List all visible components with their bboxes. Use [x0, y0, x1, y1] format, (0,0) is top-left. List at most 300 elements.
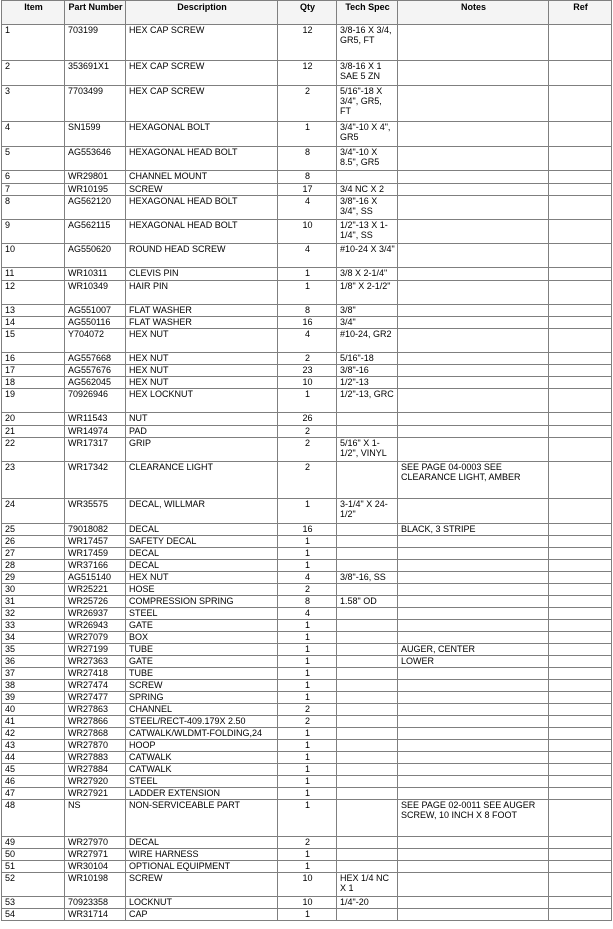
qty-cell: 8 [278, 305, 337, 317]
description-cell: HEX CAP SCREW [126, 25, 278, 61]
description-cell: NON-SERVICEABLE PART [126, 800, 278, 837]
qty-cell: 1 [278, 692, 337, 704]
part-number-cell: WR25221 [65, 584, 126, 596]
description-cell: DECAL [126, 837, 278, 849]
notes-cell: SEE PAGE 02-0011 SEE AUGER SCREW, 10 INCH X 8 FOOT [398, 800, 549, 837]
ref-cell [549, 740, 612, 752]
item-cell: 21 [2, 426, 65, 438]
qty-cell: 16 [278, 524, 337, 536]
qty-cell: 4 [278, 196, 337, 220]
item-cell: 53 [2, 897, 65, 909]
ref-cell [549, 897, 612, 909]
notes-cell [398, 171, 549, 184]
item-cell: 49 [2, 837, 65, 849]
description-cell: HEX CAP SCREW [126, 61, 278, 86]
item-cell: 47 [2, 788, 65, 800]
item-cell: 46 [2, 776, 65, 788]
ref-cell [549, 171, 612, 184]
item-cell: 39 [2, 692, 65, 704]
table-row [2, 329, 612, 353]
qty-cell: 8 [278, 171, 337, 184]
tech-spec-cell [337, 632, 398, 644]
tech-spec-cell [337, 704, 398, 716]
qty-cell: 1 [278, 740, 337, 752]
item-cell: 38 [2, 680, 65, 692]
ref-cell [549, 377, 612, 389]
item-cell: 35 [2, 644, 65, 656]
qty-cell: 2 [278, 353, 337, 365]
tech-spec-cell: #10-24, GR2 [337, 329, 398, 353]
table-row [2, 305, 612, 317]
item-cell: 30 [2, 584, 65, 596]
ref-cell [549, 716, 612, 728]
qty-cell: 1 [278, 680, 337, 692]
qty-cell: 1 [278, 499, 337, 524]
tech-spec-cell [337, 764, 398, 776]
notes-cell [398, 596, 549, 608]
description-cell: HEXAGONAL HEAD BOLT [126, 196, 278, 220]
ref-cell [549, 692, 612, 704]
ref-cell [549, 389, 612, 413]
part-number-cell: 7703499 [65, 86, 126, 122]
table-row [2, 668, 612, 680]
table-row [2, 536, 612, 548]
description-cell: TUBE [126, 644, 278, 656]
ref-cell [549, 147, 612, 171]
notes-cell [398, 764, 549, 776]
ref-cell [549, 608, 612, 620]
part-number-cell: WR27863 [65, 704, 126, 716]
qty-cell: 2 [278, 426, 337, 438]
qty-cell: 1 [278, 268, 337, 281]
notes-cell [398, 704, 549, 716]
qty-cell: 1 [278, 788, 337, 800]
description-cell: LADDER EXTENSION [126, 788, 278, 800]
item-cell: 45 [2, 764, 65, 776]
tech-spec-cell [337, 680, 398, 692]
item-cell: 54 [2, 909, 65, 921]
part-number-cell: 703199 [65, 25, 126, 61]
notes-cell [398, 572, 549, 584]
table-row [2, 764, 612, 776]
table-row [2, 61, 612, 86]
tech-spec-cell [337, 849, 398, 861]
tech-spec-cell: 3/4"-10 X 4", GR5 [337, 122, 398, 147]
ref-cell [549, 426, 612, 438]
qty-cell: 4 [278, 572, 337, 584]
tech-spec-cell [337, 584, 398, 596]
qty-cell: 2 [278, 837, 337, 849]
table-row [2, 692, 612, 704]
table-row [2, 499, 612, 524]
ref-cell [549, 499, 612, 524]
ref-cell [549, 909, 612, 921]
table-row [2, 608, 612, 620]
item-cell: 18 [2, 377, 65, 389]
part-number-cell: AG562115 [65, 220, 126, 244]
notes-cell [398, 122, 549, 147]
qty-cell: 2 [278, 438, 337, 462]
table-row [2, 596, 612, 608]
part-number-cell: AG557676 [65, 365, 126, 377]
tech-spec-cell: 5/16"-18 X 3/4", GR5, FT [337, 86, 398, 122]
notes-cell [398, 740, 549, 752]
part-number-cell: AG562120 [65, 196, 126, 220]
description-cell: GATE [126, 620, 278, 632]
ref-cell [549, 196, 612, 220]
tech-spec-cell [337, 668, 398, 680]
item-cell: 19 [2, 389, 65, 413]
tech-spec-cell [337, 861, 398, 873]
part-number-cell: WR27477 [65, 692, 126, 704]
item-cell: 16 [2, 353, 65, 365]
part-number-cell: 353691X1 [65, 61, 126, 86]
part-number-cell: WR35575 [65, 499, 126, 524]
part-number-cell: WR17457 [65, 536, 126, 548]
column-header-ref: Ref [549, 1, 612, 25]
table-row [2, 632, 612, 644]
notes-cell [398, 680, 549, 692]
description-cell: PAD [126, 426, 278, 438]
description-cell: FLAT WASHER [126, 317, 278, 329]
qty-cell: 1 [278, 281, 337, 305]
ref-cell [549, 873, 612, 897]
qty-cell: 1 [278, 909, 337, 921]
part-number-cell: WR27921 [65, 788, 126, 800]
tech-spec-cell [337, 462, 398, 499]
tech-spec-cell: 5/16"-18 [337, 353, 398, 365]
table-row [2, 788, 612, 800]
qty-cell: 1 [278, 536, 337, 548]
column-header-item: Item [2, 1, 65, 25]
description-cell: DECAL [126, 560, 278, 572]
part-number-cell: WR30104 [65, 861, 126, 873]
qty-cell: 1 [278, 764, 337, 776]
item-cell: 42 [2, 728, 65, 740]
description-cell: GRIP [126, 438, 278, 462]
description-cell: COMPRESSION SPRING [126, 596, 278, 608]
notes-cell: AUGER, CENTER [398, 644, 549, 656]
notes-cell: LOWER [398, 656, 549, 668]
qty-cell: 16 [278, 317, 337, 329]
ref-cell [549, 184, 612, 196]
ref-cell [549, 764, 612, 776]
qty-cell: 1 [278, 668, 337, 680]
item-cell: 28 [2, 560, 65, 572]
description-cell: TUBE [126, 668, 278, 680]
tech-spec-cell [337, 740, 398, 752]
ref-cell [549, 462, 612, 499]
notes-cell [398, 317, 549, 329]
notes-cell [398, 837, 549, 849]
table-row [2, 184, 612, 196]
description-cell: BOX [126, 632, 278, 644]
ref-cell [549, 656, 612, 668]
qty-cell: 12 [278, 61, 337, 86]
description-cell: HEXAGONAL HEAD BOLT [126, 220, 278, 244]
notes-cell [398, 413, 549, 426]
part-number-cell: WR27474 [65, 680, 126, 692]
description-cell: ROUND HEAD SCREW [126, 244, 278, 268]
description-cell: LOCKNUT [126, 897, 278, 909]
column-header-description: Description [126, 1, 278, 25]
description-cell: NUT [126, 413, 278, 426]
ref-cell [549, 596, 612, 608]
notes-cell [398, 281, 549, 305]
ref-cell [549, 584, 612, 596]
notes-cell [398, 909, 549, 921]
ref-cell [549, 668, 612, 680]
qty-cell: 10 [278, 873, 337, 897]
description-cell: WIRE HARNESS [126, 849, 278, 861]
item-cell: 1 [2, 25, 65, 61]
description-cell: HEX LOCKNUT [126, 389, 278, 413]
table-row [2, 740, 612, 752]
item-cell: 17 [2, 365, 65, 377]
description-cell: HEX NUT [126, 329, 278, 353]
notes-cell [398, 584, 549, 596]
tech-spec-cell: 1.58" OD [337, 596, 398, 608]
item-cell: 41 [2, 716, 65, 728]
item-cell: 11 [2, 268, 65, 281]
tech-spec-cell [337, 524, 398, 536]
ref-cell [549, 317, 612, 329]
notes-cell [398, 329, 549, 353]
tech-spec-cell: 3/8-16 X 1 SAE 5 ZN [337, 61, 398, 86]
tech-spec-cell [337, 608, 398, 620]
ref-cell [549, 438, 612, 462]
description-cell: SCREW [126, 680, 278, 692]
ref-cell [549, 704, 612, 716]
qty-cell: 1 [278, 122, 337, 147]
table-row [2, 776, 612, 788]
description-cell: OPTIONAL EQUIPMENT [126, 861, 278, 873]
qty-cell: 4 [278, 244, 337, 268]
tech-spec-cell: 1/2"-13, GRC [337, 389, 398, 413]
table-row [2, 122, 612, 147]
part-number-cell: AG515140 [65, 572, 126, 584]
part-number-cell: WR10198 [65, 873, 126, 897]
qty-cell: 1 [278, 849, 337, 861]
table-row [2, 268, 612, 281]
notes-cell [398, 536, 549, 548]
description-cell: HOOP [126, 740, 278, 752]
description-cell: CHANNEL [126, 704, 278, 716]
item-cell: 29 [2, 572, 65, 584]
part-number-cell: WR14974 [65, 426, 126, 438]
notes-cell [398, 548, 549, 560]
ref-cell [549, 632, 612, 644]
item-cell: 8 [2, 196, 65, 220]
item-cell: 23 [2, 462, 65, 499]
table-row [2, 462, 612, 499]
qty-cell: 1 [278, 861, 337, 873]
part-number-cell: WR26937 [65, 608, 126, 620]
item-cell: 26 [2, 536, 65, 548]
part-number-cell: AG557668 [65, 353, 126, 365]
tech-spec-cell: 1/8" X 2-1/2" [337, 281, 398, 305]
qty-cell: 1 [278, 752, 337, 764]
part-number-cell: 70926946 [65, 389, 126, 413]
qty-cell: 26 [278, 413, 337, 426]
table-row [2, 560, 612, 572]
parts-table-body [2, 25, 612, 921]
ref-cell [549, 536, 612, 548]
part-number-cell: NS [65, 800, 126, 837]
table-row [2, 389, 612, 413]
description-cell: STEEL [126, 608, 278, 620]
part-number-cell: WR31714 [65, 909, 126, 921]
notes-cell [398, 389, 549, 413]
notes-cell [398, 305, 549, 317]
notes-cell [398, 608, 549, 620]
part-number-cell: WR10195 [65, 184, 126, 196]
description-cell: GATE [126, 656, 278, 668]
notes-cell [398, 620, 549, 632]
notes-cell [398, 377, 549, 389]
notes-cell [398, 244, 549, 268]
part-number-cell: WR17317 [65, 438, 126, 462]
part-number-cell: AG550116 [65, 317, 126, 329]
table-row [2, 897, 612, 909]
qty-cell: 1 [278, 728, 337, 740]
description-cell: SCREW [126, 184, 278, 196]
notes-cell [398, 220, 549, 244]
notes-cell [398, 716, 549, 728]
qty-cell: 1 [278, 800, 337, 837]
notes-cell [398, 849, 549, 861]
table-row [2, 800, 612, 837]
qty-cell: 1 [278, 632, 337, 644]
table-row [2, 426, 612, 438]
notes-cell [398, 25, 549, 61]
qty-cell: 2 [278, 86, 337, 122]
tech-spec-cell [337, 656, 398, 668]
ref-cell [549, 329, 612, 353]
qty-cell: 1 [278, 560, 337, 572]
item-cell: 10 [2, 244, 65, 268]
ref-cell [549, 122, 612, 147]
qty-cell: 10 [278, 220, 337, 244]
table-row [2, 849, 612, 861]
notes-cell [398, 668, 549, 680]
item-cell: 9 [2, 220, 65, 244]
item-cell: 48 [2, 800, 65, 837]
notes-cell [398, 788, 549, 800]
table-row [2, 837, 612, 849]
notes-cell [398, 873, 549, 897]
table-row [2, 196, 612, 220]
tech-spec-cell: #10-24 X 3/4" [337, 244, 398, 268]
tech-spec-cell [337, 776, 398, 788]
description-cell: CATWALK/WLDMT-FOLDING,24 [126, 728, 278, 740]
tech-spec-cell: 5/16" X 1-1/2", VINYL [337, 438, 398, 462]
table-row [2, 680, 612, 692]
qty-cell: 10 [278, 377, 337, 389]
table-row [2, 365, 612, 377]
item-cell: 43 [2, 740, 65, 752]
tech-spec-cell: 3/4" [337, 317, 398, 329]
table-row [2, 147, 612, 171]
tech-spec-cell [337, 728, 398, 740]
tech-spec-cell [337, 644, 398, 656]
tech-spec-cell: 1/2"-13 X 1-1/4", SS [337, 220, 398, 244]
description-cell: HAIR PIN [126, 281, 278, 305]
ref-cell [549, 413, 612, 426]
ref-cell [549, 524, 612, 536]
ref-cell [549, 849, 612, 861]
notes-cell [398, 147, 549, 171]
part-number-cell: WR25726 [65, 596, 126, 608]
item-cell: 37 [2, 668, 65, 680]
tech-spec-cell: 3/8"-16, SS [337, 572, 398, 584]
ref-cell [549, 365, 612, 377]
ref-cell [549, 752, 612, 764]
item-cell: 14 [2, 317, 65, 329]
description-cell: HEX NUT [126, 365, 278, 377]
ref-cell [549, 572, 612, 584]
qty-cell: 1 [278, 548, 337, 560]
ref-cell [549, 353, 612, 365]
notes-cell [398, 499, 549, 524]
tech-spec-cell: 3/4 NC X 2 [337, 184, 398, 196]
tech-spec-cell [337, 171, 398, 184]
part-number-cell: WR10349 [65, 281, 126, 305]
tech-spec-cell [337, 536, 398, 548]
part-number-cell: AG562045 [65, 377, 126, 389]
item-cell: 15 [2, 329, 65, 353]
part-number-cell: WR27868 [65, 728, 126, 740]
tech-spec-cell [337, 788, 398, 800]
ref-cell [549, 837, 612, 849]
table-row [2, 86, 612, 122]
notes-cell [398, 560, 549, 572]
item-cell: 27 [2, 548, 65, 560]
item-cell: 4 [2, 122, 65, 147]
item-cell: 40 [2, 704, 65, 716]
part-number-cell: WR27920 [65, 776, 126, 788]
description-cell: DECAL [126, 524, 278, 536]
tech-spec-cell: 3/4"-10 X 8.5", GR5 [337, 147, 398, 171]
tech-spec-cell: 3/8"-16 [337, 365, 398, 377]
ref-cell [549, 680, 612, 692]
part-number-cell: WR29801 [65, 171, 126, 184]
parts-list-table [1, 0, 612, 921]
item-cell: 7 [2, 184, 65, 196]
ref-cell [549, 25, 612, 61]
notes-cell [398, 897, 549, 909]
description-cell: DECAL, WILLMAR [126, 499, 278, 524]
part-number-cell: AG553646 [65, 147, 126, 171]
ref-cell [549, 281, 612, 305]
qty-cell: 1 [278, 656, 337, 668]
part-number-cell: AG551007 [65, 305, 126, 317]
qty-cell: 1 [278, 620, 337, 632]
description-cell: HEX NUT [126, 377, 278, 389]
table-row [2, 572, 612, 584]
column-header-part-number: Part Number [65, 1, 126, 25]
tech-spec-cell [337, 716, 398, 728]
ref-cell [549, 620, 612, 632]
tech-spec-cell [337, 837, 398, 849]
notes-cell [398, 353, 549, 365]
qty-cell: 1 [278, 644, 337, 656]
part-number-cell: 79018082 [65, 524, 126, 536]
item-cell: 3 [2, 86, 65, 122]
item-cell: 6 [2, 171, 65, 184]
tech-spec-cell: 3/8" [337, 305, 398, 317]
part-number-cell: WR27971 [65, 849, 126, 861]
